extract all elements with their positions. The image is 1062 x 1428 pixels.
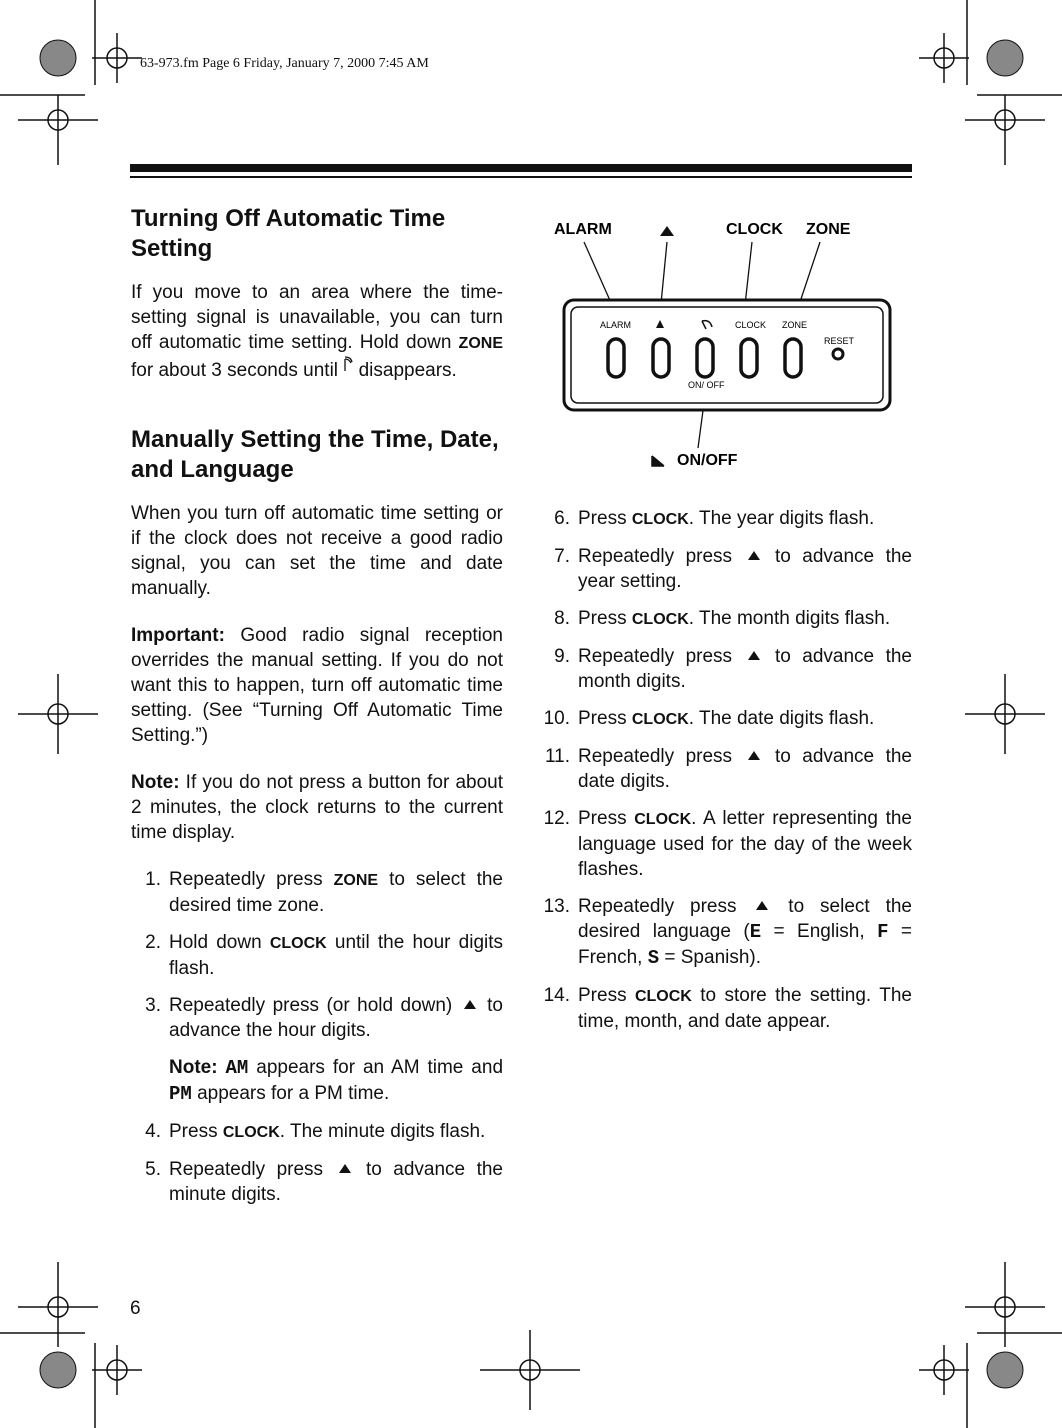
callout-clock: CLOCK [726, 221, 783, 238]
step-number: 6. [554, 508, 570, 529]
text: Press [578, 985, 635, 1006]
step-5 [131, 1157, 503, 1207]
step-11 [540, 744, 912, 794]
text: to advance the hour digits. [169, 995, 503, 1041]
text: . The minute digits flash. [279, 1121, 486, 1142]
paragraph-note [131, 770, 503, 845]
text: disappears. [353, 360, 457, 381]
reset-button[interactable] [833, 349, 843, 359]
up-button[interactable] [653, 339, 669, 377]
text: to select the desired language ( [578, 896, 912, 942]
text: Hold down [169, 932, 270, 953]
step-12 [540, 806, 912, 882]
step-number: 8. [554, 608, 570, 629]
paragraph-turning-off [131, 280, 503, 383]
step-6 [540, 506, 912, 532]
step-number: 7. [554, 546, 570, 567]
step-number: 12. [543, 808, 570, 829]
panel-reset-label: RESET [824, 336, 855, 346]
step-1 [131, 867, 503, 918]
onoff-button[interactable] [697, 339, 713, 377]
up-arrow-icon [748, 751, 760, 760]
step-number: 3. [145, 995, 161, 1016]
step-8 [540, 606, 912, 632]
up-arrow-icon [660, 226, 674, 236]
clock-key-label: CLOCK [634, 988, 692, 1005]
clock-key-label: CLOCK [269, 935, 327, 952]
up-arrow-icon [748, 551, 760, 560]
paragraph-important [131, 623, 503, 748]
panel-zone-label: ZONE [782, 320, 808, 330]
lang-s-indicator: S [647, 947, 660, 969]
antenna-icon [343, 356, 353, 372]
text: Repeatedly press [578, 646, 744, 667]
clock-key-label: CLOCK [222, 1124, 280, 1141]
text: Press [578, 808, 635, 829]
text: appears for an AM time and [248, 1057, 504, 1078]
left-column [131, 204, 503, 1219]
step-9 [540, 644, 912, 694]
note-label: Note: [131, 772, 180, 793]
step-number: 4. [145, 1121, 161, 1142]
step-2 [131, 930, 503, 981]
lang-e-indicator: E [749, 921, 762, 943]
text: to select the desired time zone. [169, 869, 503, 916]
steps-list-left [131, 867, 503, 1207]
clock-diagram [540, 208, 912, 478]
text: to store the setting. The time, month, and date appear. [578, 985, 912, 1032]
clock-key-label: CLOCK [634, 811, 692, 828]
section-title-turning-off: Turning Off Automatic Time Setting [131, 205, 446, 262]
lang-f-indicator: F [877, 921, 889, 943]
text: Repeatedly press [169, 869, 334, 890]
panel-clock-label: CLOCK [735, 320, 767, 330]
step-4 [131, 1119, 503, 1145]
am-indicator: AM [225, 1057, 249, 1079]
step-14 [540, 983, 912, 1034]
section-title-manual: Manually Setting the Time, Date, and Language [131, 426, 499, 483]
text: = Spanish). [659, 947, 762, 968]
text: for about 3 seconds until [131, 360, 344, 381]
alarm-button[interactable] [608, 339, 624, 377]
step-number: 13. [543, 896, 570, 917]
step-number: 1. [145, 869, 161, 890]
text: to advance the month digits. [578, 646, 912, 692]
text: to advance the minute digits. [169, 1159, 503, 1205]
text: Repeatedly press [578, 746, 744, 767]
zone-key-label: ZONE [458, 335, 503, 352]
text: to advance the date digits. [578, 746, 912, 792]
step-7 [540, 544, 912, 594]
text: Repeatedly press [578, 546, 744, 567]
step-number: 9. [554, 646, 570, 667]
step-13 [540, 894, 912, 971]
zone-button[interactable] [785, 339, 801, 377]
step-number: 10. [543, 708, 570, 729]
zone-key-label: ZONE [333, 872, 379, 889]
clock-key-label: CLOCK [631, 511, 689, 528]
step-3 [131, 993, 503, 1043]
header-rule-thin [130, 176, 912, 178]
header-rule [130, 164, 912, 172]
text: Repeatedly press [169, 1159, 335, 1180]
text: appears for a PM time. [191, 1083, 390, 1104]
clock-button[interactable] [741, 339, 757, 377]
text: Press [578, 608, 632, 629]
up-arrow-icon [339, 1164, 351, 1173]
callout-alarm: ALARM [554, 221, 612, 238]
note-label: Note: [169, 1057, 218, 1078]
step-10 [540, 706, 912, 732]
right-column [540, 506, 912, 1046]
callout-zone: ZONE [806, 221, 851, 238]
header-file-info: 63-973.fm Page 6 Friday, January 7, 2000 7:45 AM [140, 56, 429, 71]
panel-onoff-label: ON/ OFF [688, 380, 725, 390]
pm-indicator: PM [169, 1083, 192, 1105]
paragraph-manual: When you turn off automatic time setting or if the clock does not receive a good radio signal, you can set the time and date manually. [131, 503, 503, 599]
text: Repeatedly press (or hold down) [169, 995, 460, 1016]
text: Repeatedly press [578, 896, 753, 917]
step-number: 2. [145, 932, 161, 953]
up-arrow-icon [464, 1000, 476, 1009]
text: If you do not press a button for about 2 minutes, the clock returns to the current time display. [131, 772, 503, 843]
step-number: 5. [145, 1159, 161, 1180]
steps-list-right [540, 506, 912, 1034]
important-label: Important: [131, 625, 225, 646]
text: = English, [761, 921, 878, 942]
callout-onoff: ON/OFF [677, 452, 738, 469]
text: Good radio signal reception overrides the manual setting. If you do not want this to happen, turn off automatic time setting. (See “Turning Off Automatic Time Setting.”) [131, 625, 503, 746]
text: Press [578, 708, 632, 729]
alarm-bell-icon [652, 456, 664, 466]
text: to advance the year setting. [578, 546, 912, 592]
step-3-note [131, 1055, 503, 1107]
up-arrow-icon [748, 651, 760, 660]
text: . The month digits flash. [688, 608, 891, 629]
text: = French, [578, 921, 913, 968]
text: . A letter representing the language used for the day of the week flashes. [578, 808, 912, 880]
up-arrow-icon [756, 901, 768, 910]
text: . The date digits flash. [688, 708, 875, 729]
page-number: 6 [130, 1298, 141, 1319]
panel-alarm-label: ALARM [600, 320, 632, 330]
step-number: 11. [544, 746, 570, 767]
text: Press [169, 1121, 223, 1142]
text: Press [578, 508, 632, 529]
step-number: 14. [543, 985, 570, 1006]
text: . The year digits flash. [688, 508, 875, 529]
clock-key-label: CLOCK [631, 611, 689, 628]
text: If you move to an area where the time-setting signal is unavailable, you can turn off automatic time setting. Hold down [131, 282, 503, 353]
clock-key-label: CLOCK [631, 711, 689, 728]
text: until the hour digits flash. [169, 932, 504, 979]
